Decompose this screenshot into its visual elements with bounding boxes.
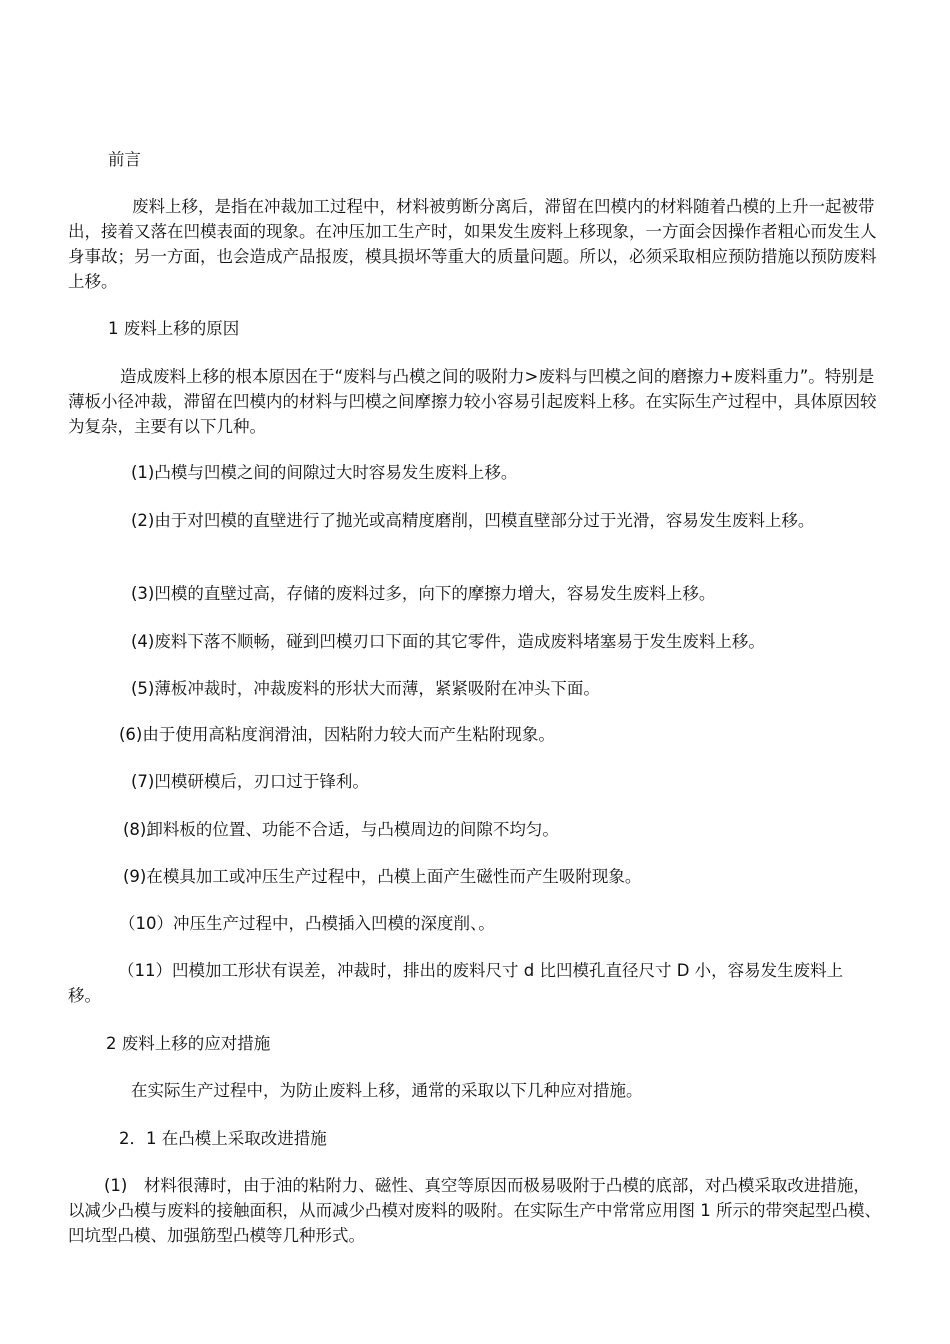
cause-item-9: (9)在模具加工或冲压生产过程中，凸模上面产生磁性而产生吸附现象。 — [123, 867, 642, 886]
cause-item-5: (5)薄板冲裁时，冲裁废料的形状大而薄，紧紧吸附在冲头下面。 — [131, 679, 600, 698]
cause-item-10: （10）冲压生产过程中，凸模插入凹模的深度削、。 — [119, 914, 495, 933]
cause-item-3: (3)凹模的直壁过高，存储的废料过多，向下的摩擦力增大，容易发生废料上移。 — [131, 584, 716, 603]
cause-item-4: (4)废料下落不顺畅，碰到凹模刃口下面的其它零件，造成废料堵塞易于发生废料上移。 — [131, 632, 765, 651]
section2-heading: 2 废料上移的应对措施 — [106, 1034, 271, 1053]
section2-1-item-1: (1) 材料很薄时，由于油的粘附力、磁性、真空等原因而极易吸附于凸模的底部，对凸模采取改进措施，以减少凸模与废料的接触面积，从而减少凸模对废料的吸附。在实际生产中常常应用图 1 所示的带突起型凸模、凹坑型凸模、加强筋型凸模等几种形式。 — [68, 1176, 881, 1245]
section1-intro: 造成废料上移的根本原因在于“废料与凸模之间的吸附力>废料与凹模之间的磨擦力+废料重力”。特别是薄板小径冲裁，滞留在凹模内的材料与凹模之间摩擦力较小容易引起废料上移。在实际生产过程中，具体原因较为复杂，主要有以下几种。 — [68, 367, 877, 436]
cause-item-2: (2)由于对凹模的直壁进行了抛光或高精度磨削，凹模直壁部分过于光滑，容易发生废料上移。 — [131, 511, 815, 530]
section2-intro: 在实际生产过程中，为防止废料上移，通常的采取以下几种应对措施。 — [131, 1081, 643, 1100]
section1-heading: 1 废料上移的原因 — [108, 319, 240, 338]
intro-paragraph: 废料上移，是指在冲裁加工过程中，材料被剪断分离后，滞留在凹模内的材料随着凸模的上升一起被带出，接着又落在凹模表面的现象。在冲压加工生产时，如果发生废料上移现象，一方面会因操作者粗心而发生人身事故；另一方面，也会造成产品报废，模具损坏等重大的质量问题。所以，必须采取相应预防措施以预防废料上移。 — [68, 197, 877, 291]
cause-item-7: (7)凹模研模后，刃口过于锋利。 — [131, 772, 369, 791]
preface-heading: 前言 — [108, 150, 141, 169]
cause-item-6: (6)由于使用高粘度润滑油，因粘附力较大而产生粘附现象。 — [119, 725, 555, 744]
cause-item-1: (1)凸模与凹模之间的间隙过大时容易发生废料上移。 — [131, 463, 518, 482]
cause-item-11: （11）凹模加工形状有误差，冲裁时，排出的废料尺寸 d 比凹模孔直径尺寸 D 小，容易发生废料上 移。 — [68, 961, 877, 1005]
cause-item-8: (8)卸料板的位置、功能不合适，与凸模周边的间隙不均匀。 — [123, 820, 559, 839]
section2-1-heading: 2．1 在凸模上采取改进措施 — [119, 1129, 327, 1148]
